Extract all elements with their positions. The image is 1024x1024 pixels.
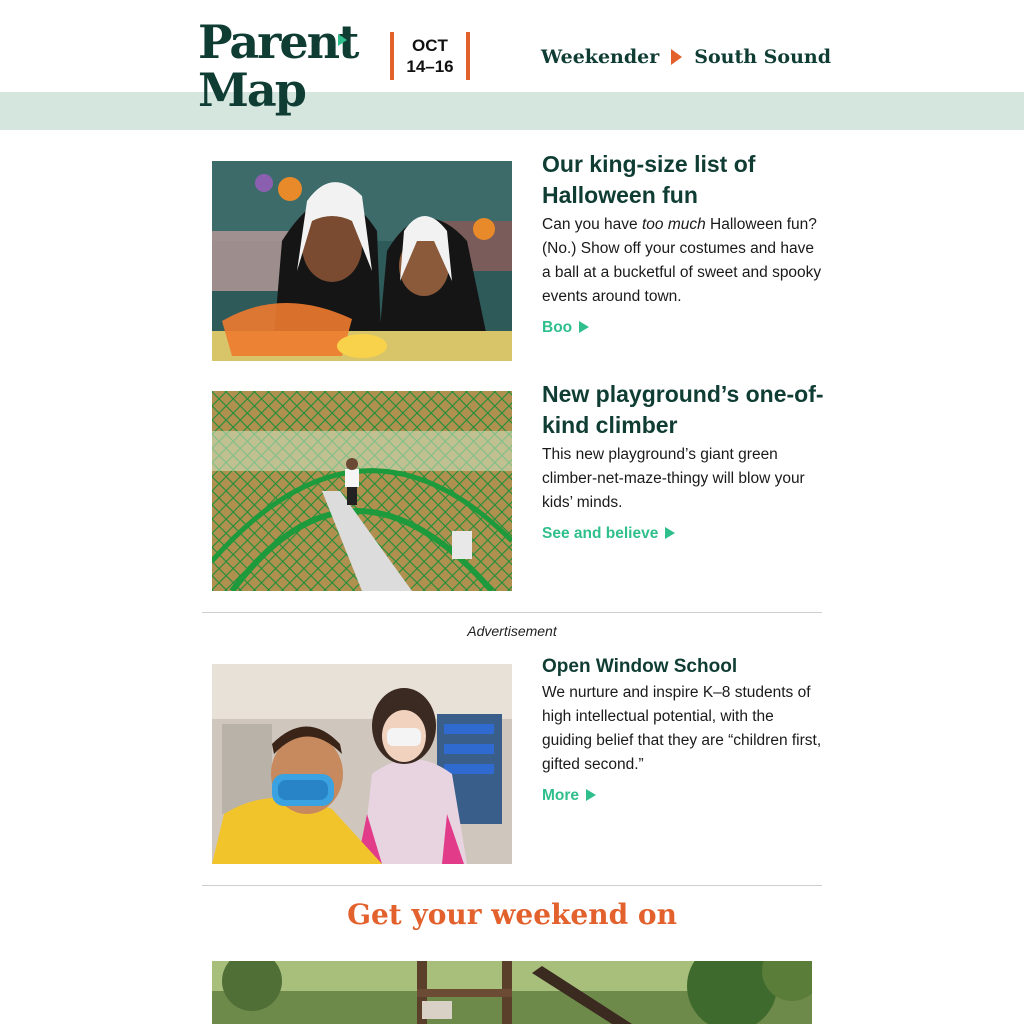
advertisement-label: Advertisement [467,623,557,639]
students-masks-photo[interactable] [212,664,512,864]
play-arrow-icon [586,789,596,801]
desc-text: Halloween fun? (No.) Show off your costumes and have a ball at a bucketful of sweet and spooky events around town. [542,216,822,305]
breadcrumb-south-sound[interactable]: South Sound [694,46,831,68]
play-arrow-icon [579,321,589,333]
article-description: This new playground’s giant green climber-net-maze-thingy will blow your kids’ minds. [542,446,805,511]
article-title[interactable]: Our king-size list of Halloween fun [542,151,756,208]
divider [202,612,822,613]
desc-emphasis: too much [641,216,706,233]
link-label: Boo [542,319,573,336]
article-description [542,213,824,309]
logo-line-2: Map [198,63,305,117]
date-badge [390,32,470,80]
play-arrow-icon [665,527,675,539]
link-label: More [542,787,580,804]
boo-link[interactable] [542,319,589,337]
breadcrumb-weekender[interactable]: Weekender [540,46,660,68]
header [0,0,1024,130]
desc-text: Can you have [542,216,642,233]
ad-description: We nurture and inspire K–8 students of high intellectual potential, with the guiding belief that they are “children first, gifted second.” [542,684,822,773]
link-label: See and believe [542,525,659,542]
date-range: 14–16 [406,57,454,76]
logo-line-1: Parent [198,15,358,69]
ad-title[interactable]: Open Window School [542,656,738,677]
see-and-believe-link[interactable] [542,525,675,543]
date-month: OCT [412,36,448,55]
more-link[interactable] [542,787,596,805]
date-divider-right [466,32,470,80]
playground-climber-photo[interactable] [212,391,512,591]
playground-treehouse-photo[interactable] [212,961,812,1024]
article-title[interactable]: New playground’s one-of-kind climber [542,381,824,438]
logo-play-icon [338,34,347,46]
halloween-kids-photo[interactable] [212,161,512,361]
divider [202,885,822,886]
breadcrumb-arrow-icon [671,49,682,65]
parentmap-logo[interactable] [198,14,358,120]
breadcrumb [541,44,831,70]
section-heading: Get your weekend on [347,898,677,931]
